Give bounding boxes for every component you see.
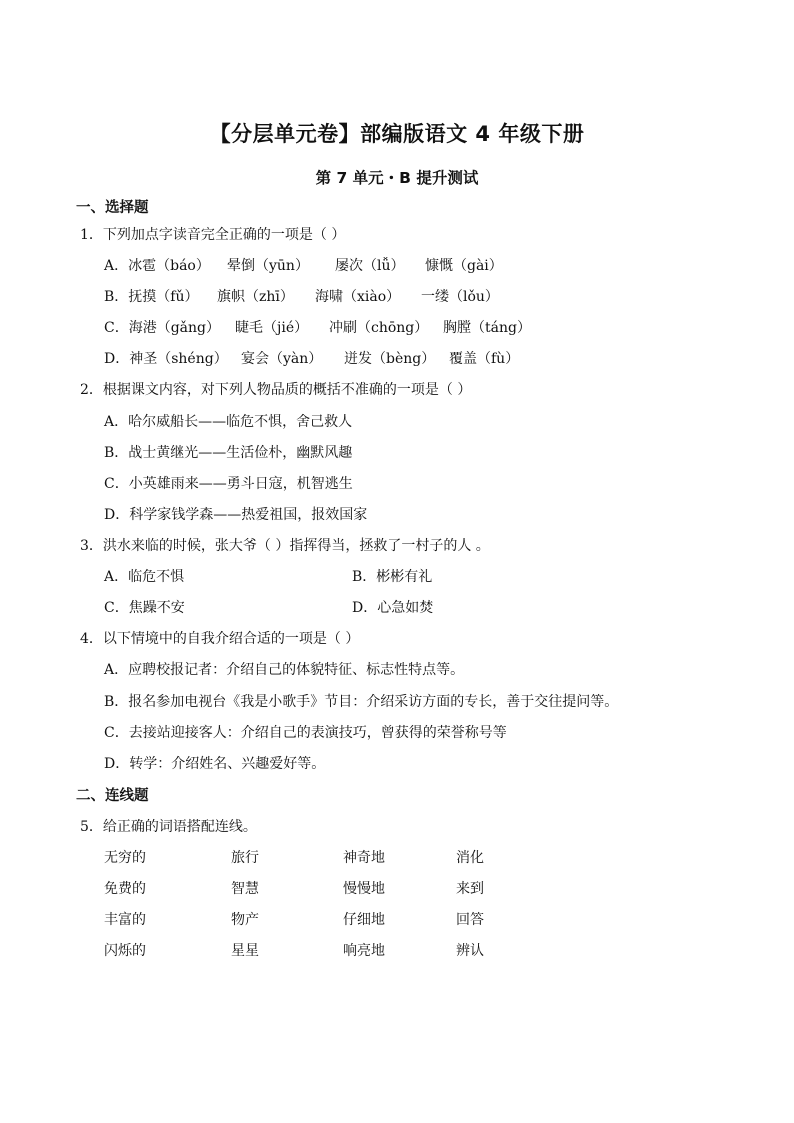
option-word: 海啸（xiào） [315,289,401,305]
option-word: B．抚摸（fǔ） [104,289,199,305]
option-word: 晕倒（yūn） [227,258,309,274]
option-word: D．神圣（shéng） [104,351,228,367]
question-5-stem: 5．给正确的词语搭配连线。 [80,819,257,835]
match-word: 星星 [231,943,259,959]
option-word: 冲刷（chōng） [329,320,429,336]
match-word: 辨认 [456,943,484,959]
match-word: 响亮地 [343,943,385,959]
option-word: 覆盖（fù） [449,351,520,367]
question-1-stem: 1．下列加点字读音完全正确的一项是（ ） [80,227,346,243]
question-2-stem: 2．根据课文内容，对下列人物品质的概括不准确的一项是（ ） [80,382,472,398]
question-3-option-c: C．焦躁不安 [104,600,185,616]
option-word: A．冰雹（báo） [104,258,210,274]
match-word: 神奇地 [343,850,385,866]
page-subtitle: 第 7 单元・B 提升测试 [315,169,479,187]
option-word: 屡次（lǚ） [335,258,405,274]
option-word: 慷慨（gài） [425,258,503,274]
match-word: 旅行 [231,850,259,866]
question-4-option-d: D．转学：介绍姓名、兴趣爱好等。 [104,756,326,772]
match-word: 丰富的 [104,912,146,928]
question-2-option-d: D．科学家钱学森——热爱祖国，报效国家 [104,507,368,523]
question-3-option-b: B．彬彬有礼 [352,569,433,585]
option-word: 宴会（yàn） [241,351,323,367]
page-title: 【分层单元卷】部编版语文 4 年级下册 [209,122,585,146]
match-word: 免费的 [104,881,146,897]
section-heading-matching: 二、连线题 [76,788,149,804]
question-1-option-a [104,257,503,275]
question-3-stem: 3．洪水来临的时候，张大爷（ ）指挥得当，拯救了一村子的人 。 [80,538,490,554]
question-4-option-c: C．去接站迎接客人：介绍自己的表演技巧，曾获得的荣誉称号等 [104,725,507,741]
option-word: 迸发（bèng） [344,351,436,367]
match-word: 仔细地 [343,912,385,928]
question-2-option-c: C．小英雄雨来——勇斗日寇，机智逃生 [104,476,353,492]
match-word: 慢慢地 [343,881,385,897]
match-word: 智慧 [231,881,259,897]
option-word: C．海港（gǎng） [104,320,220,336]
option-word: 睫毛（jié） [235,320,309,336]
question-3-option-d: D．心急如焚 [352,600,434,616]
match-word: 无穷的 [104,850,146,866]
question-2-option-a: A．哈尔威船长——临危不惧，舍己救人 [104,414,353,430]
question-1-option-b [104,288,499,306]
question-3-option-a: A．临危不惧 [104,569,185,585]
question-1-option-d [104,350,519,368]
match-word: 回答 [456,912,484,928]
question-4-option-a: A．应聘校报记者：介绍自己的体貌特征、标志性特点等。 [104,662,465,678]
match-word: 来到 [456,881,484,897]
question-4-option-b: B．报名参加电视台《我是小歌手》节目：介绍采访方面的专长，善于交往提问等。 [104,694,619,710]
match-word: 消化 [456,850,484,866]
match-word: 闪烁的 [104,943,146,959]
question-4-stem: 4．以下情境中的自我介绍合适的一项是（ ） [80,631,360,647]
option-word: 旗帜（zhī） [217,289,294,305]
match-word: 物产 [231,912,259,928]
question-2-option-b: B．战士黄继光——生活俭朴，幽默风趣 [104,445,353,461]
option-word: 一缕（lǒu） [421,289,499,305]
question-1-option-c [104,319,531,337]
section-heading-choice: 一、选择题 [76,200,149,216]
option-word: 胸膛（táng） [443,320,531,336]
